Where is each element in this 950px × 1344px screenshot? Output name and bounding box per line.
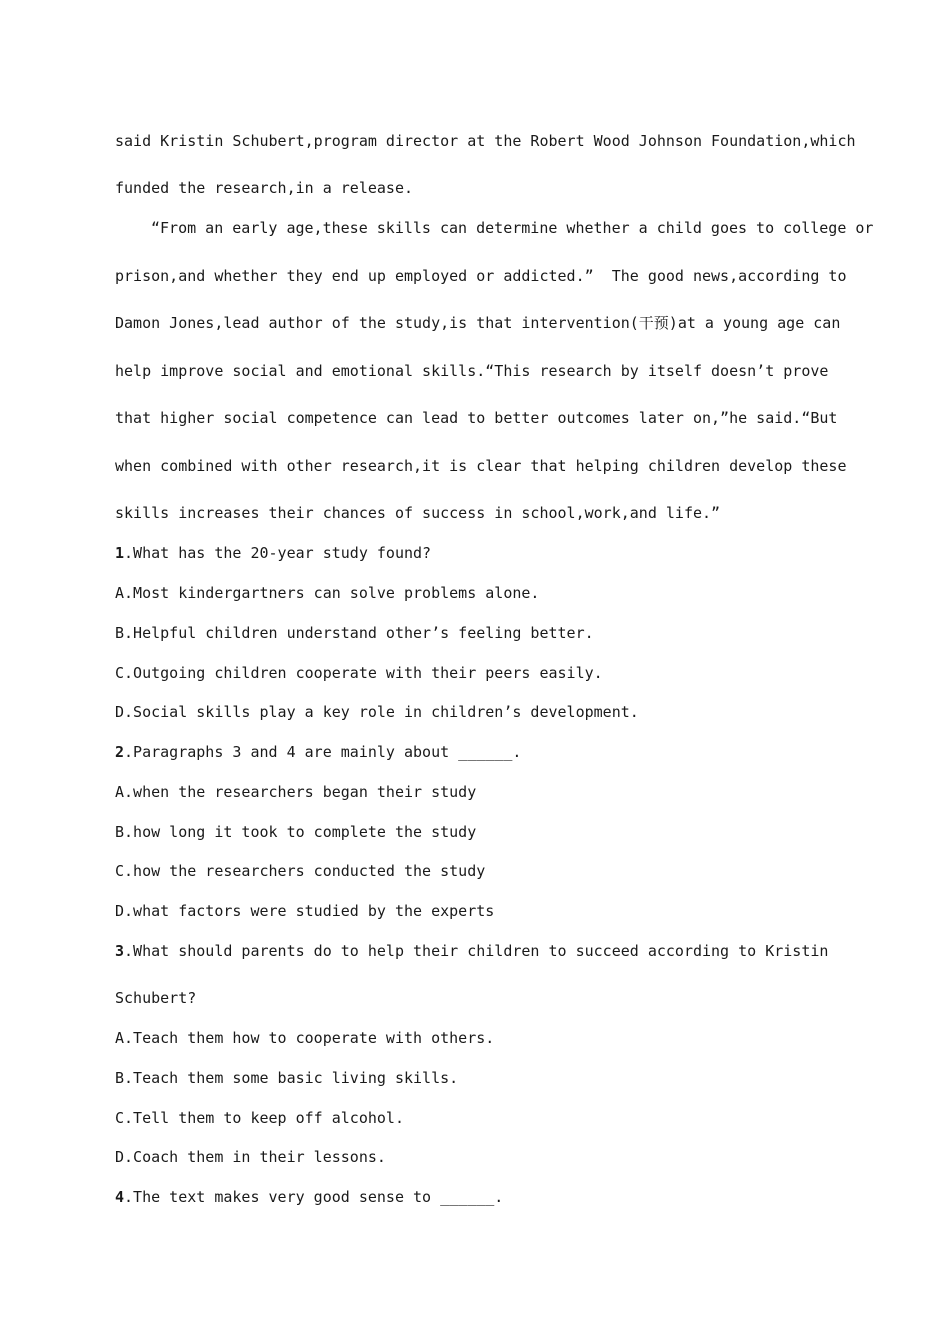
question-number: 4 xyxy=(115,1188,125,1206)
question-2-option-a: A.when the researchers began their study xyxy=(115,783,477,801)
question-3-stem xyxy=(115,941,828,961)
passage-line: when combined with other research,it is clear that helping children develop these xyxy=(115,457,847,475)
question-4-stem xyxy=(115,1187,503,1207)
question-2-option-c: C.how the researchers conducted the study xyxy=(115,862,486,880)
question-text: .The text makes very good sense to ______. xyxy=(124,1188,504,1206)
question-1-option-a: A.Most kindergartners can solve problems alone. xyxy=(115,584,540,602)
passage-line: funded the research,in a release. xyxy=(115,179,414,197)
question-3-option-a: A.Teach them how to cooperate with others. xyxy=(115,1029,495,1047)
question-1-stem xyxy=(115,543,431,563)
question-number: 1 xyxy=(115,544,125,562)
question-3-stem-continued: Schubert? xyxy=(115,989,197,1007)
question-number: 3 xyxy=(115,942,125,960)
passage-line: Damon Jones,lead author of the study,is that intervention(干预)at a young age can xyxy=(115,314,841,332)
question-1-option-c: C.Outgoing children cooperate with their peers easily. xyxy=(115,664,603,682)
question-1-option-d: D.Social skills play a key role in children’s development. xyxy=(115,703,639,721)
question-1-option-b: B.Helpful children understand other’s feeling better. xyxy=(115,624,594,642)
question-text: .What should parents do to help their children to succeed according to Kristin xyxy=(124,942,829,960)
question-3-option-c: C.Tell them to keep off alcohol. xyxy=(115,1109,404,1127)
question-2-stem xyxy=(115,742,521,762)
passage-line: help improve social and emotional skills.“This research by itself doesn’t prove xyxy=(115,362,829,380)
passage-line: skills increases their chances of success in school,work,and life.” xyxy=(115,504,721,522)
question-2-option-d: D.what factors were studied by the experts xyxy=(115,902,495,920)
question-2-option-b: B.how long it took to complete the study xyxy=(115,823,477,841)
passage-line: that higher social competence can lead to better outcomes later on,”he said.“But xyxy=(115,409,838,427)
question-number: 2 xyxy=(115,743,125,761)
question-text: .Paragraphs 3 and 4 are mainly about ______. xyxy=(124,743,522,761)
passage-line: said Kristin Schubert,program director at the Robert Wood Johnson Foundation,which xyxy=(115,132,856,150)
question-3-option-b: B.Teach them some basic living skills. xyxy=(115,1069,459,1087)
passage-line: prison,and whether they end up employed or addicted.” The good news,according to xyxy=(115,267,847,285)
passage-line: “From an early age,these skills can determine whether a child goes to college or xyxy=(151,219,874,237)
question-text: .What has the 20-year study found? xyxy=(124,544,432,562)
question-3-option-d: D.Coach them in their lessons. xyxy=(115,1148,386,1166)
